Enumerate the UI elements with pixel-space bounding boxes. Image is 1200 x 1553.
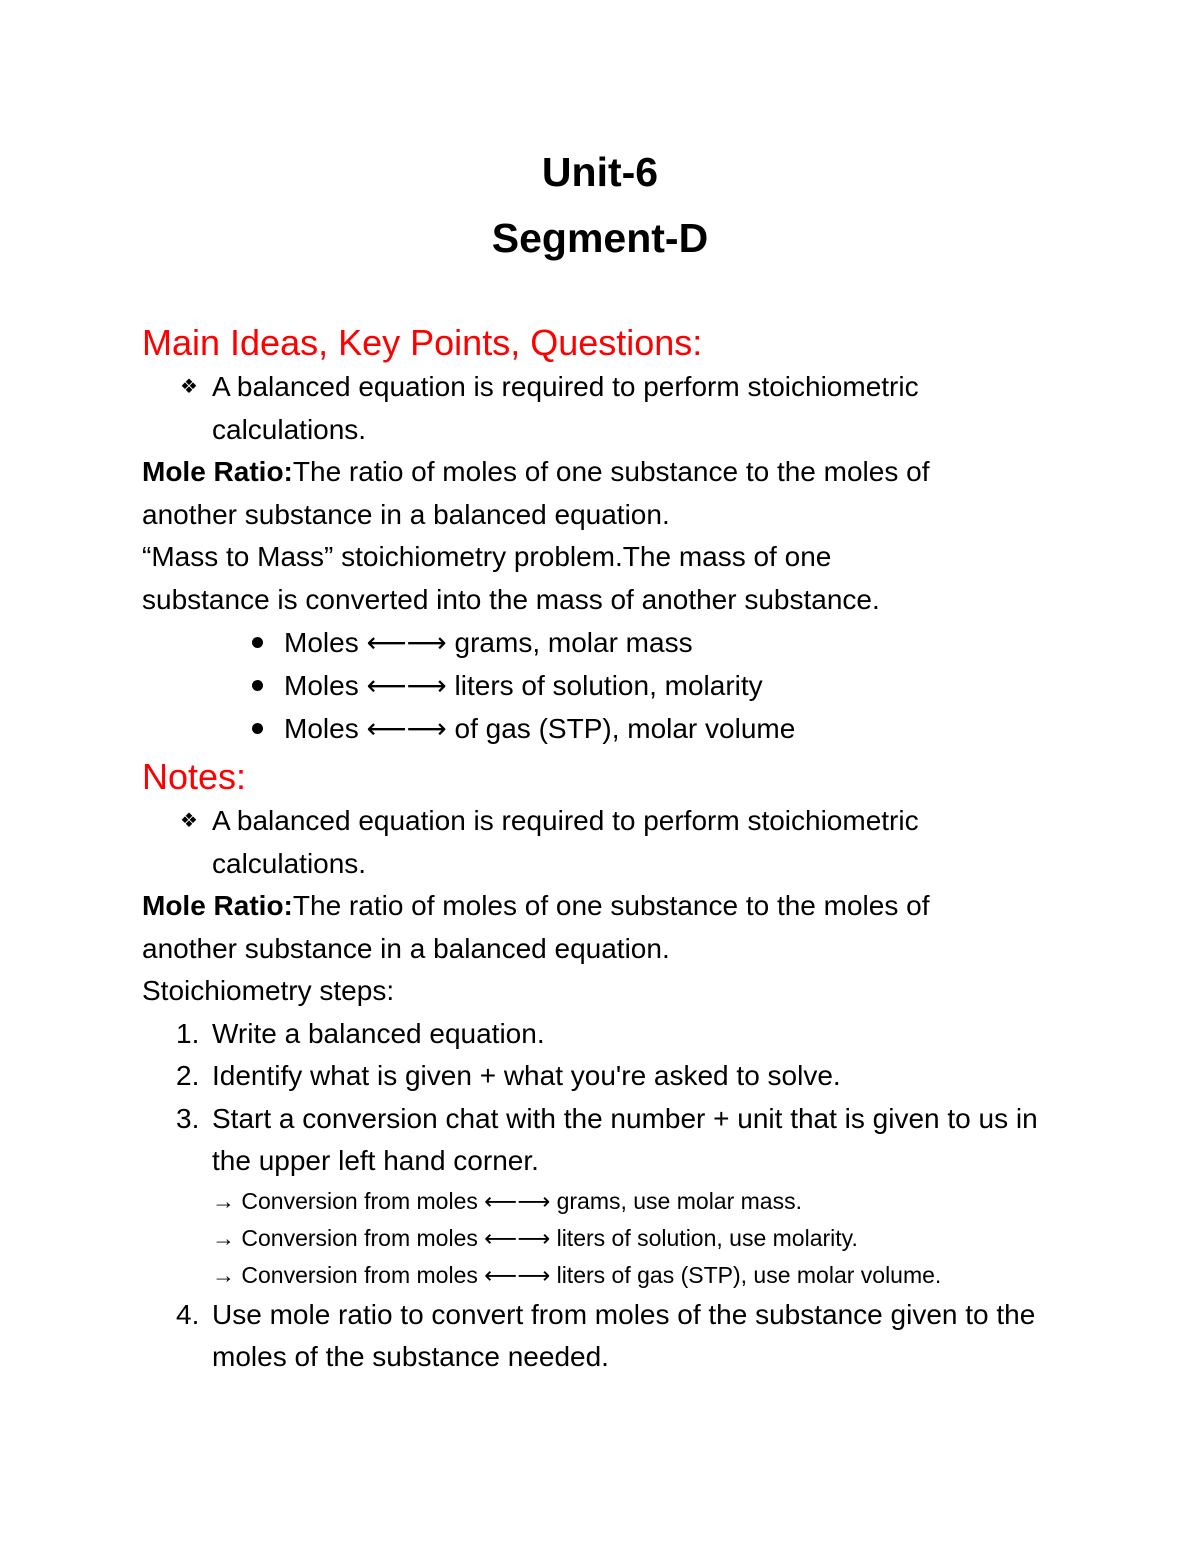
notes-bullet-text: A balanced equation is required to perform stoichiometric calculations.	[212, 805, 919, 879]
steps-heading: Stoichiometry steps:	[142, 975, 395, 1006]
notes-bullet-item	[142, 800, 1072, 885]
conversion-note: → Conversion from moles ⟵⟶ grams, use molar mass.	[212, 1187, 802, 1214]
conversion-text: Moles ⟵⟶ grams, molar mass	[284, 627, 693, 658]
step-text: Use mole ratio to convert from moles of the substance given to the moles of the substance needed.	[212, 1298, 1036, 1372]
conversion-item	[142, 707, 1072, 750]
bullet-dot-icon	[252, 680, 263, 691]
step-text: Write a balanced equation.	[212, 1017, 545, 1049]
mole-ratio-text-line1: The ratio of moles of one substance to the moles of	[292, 890, 930, 921]
mole-ratio-text-line2: another substance in a balanced equation.	[142, 932, 670, 964]
conversion-item	[142, 621, 1072, 664]
stoichiometry-steps-list	[142, 1013, 1072, 1379]
mole-ratio-text-line2: another substance in a balanced equation.	[142, 498, 670, 530]
notes-heading: Notes:	[142, 756, 247, 797]
bullet-dot-icon	[252, 637, 263, 648]
mole-ratio-label: Mole Ratio:	[142, 890, 293, 921]
main-ideas-bullet-item	[142, 366, 1072, 451]
step-item	[142, 1013, 1072, 1056]
mole-ratio-label: Mole Ratio:	[142, 456, 293, 487]
step-number: 4.	[176, 1298, 200, 1330]
step-number: 2.	[176, 1060, 200, 1091]
notes-section	[142, 754, 1072, 1379]
mass-to-mass-line2: substance is converted into the mass of another substance.	[142, 583, 880, 615]
mole-ratio-definition	[142, 451, 1072, 494]
diamond-bullet-icon: ❖	[180, 376, 198, 398]
mass-to-mass-line1: “Mass to Mass” stoichiometry problem.The mass of one	[142, 541, 832, 572]
conversion-text: Moles ⟵⟶ of gas (STP), molar volume	[284, 713, 796, 744]
conversion-note: → Conversion from moles ⟵⟶ liters of gas (STP), use molar volume.	[212, 1261, 942, 1288]
conversion-text: Moles ⟵⟶ liters of solution, molarity	[284, 670, 763, 701]
step-item	[142, 1098, 1072, 1294]
main-ideas-bullet-text: A balanced equation is required to perform stoichiometric calculations.	[212, 371, 919, 445]
page-subtitle: Segment-D	[491, 215, 709, 261]
conversion-item	[142, 664, 1072, 707]
bullet-dot-icon	[252, 723, 263, 734]
step-item	[142, 1055, 1072, 1098]
diamond-bullet-icon: ❖	[180, 810, 198, 832]
mole-ratio-text-line1: The ratio of moles of one substance to the moles of	[292, 456, 930, 487]
step-item	[142, 1294, 1072, 1379]
step-text: Identify what is given + what you're asked to solve.	[212, 1060, 841, 1091]
main-ideas-section	[142, 320, 1072, 750]
notes-mole-ratio-definition	[142, 885, 1072, 928]
step-text: Start a conversion chat with the number + unit that is given to us in the upper left hand corner.	[212, 1102, 1038, 1176]
main-ideas-heading: Main Ideas, Key Points, Questions:	[142, 322, 703, 363]
conversion-list	[142, 621, 1072, 750]
step-number: 1.	[176, 1017, 200, 1049]
conversion-note: → Conversion from moles ⟵⟶ liters of solution, use molarity.	[212, 1224, 858, 1251]
document-page	[142, 146, 1072, 1379]
page-title: Unit-6	[541, 149, 659, 195]
step-number: 3.	[176, 1102, 200, 1134]
